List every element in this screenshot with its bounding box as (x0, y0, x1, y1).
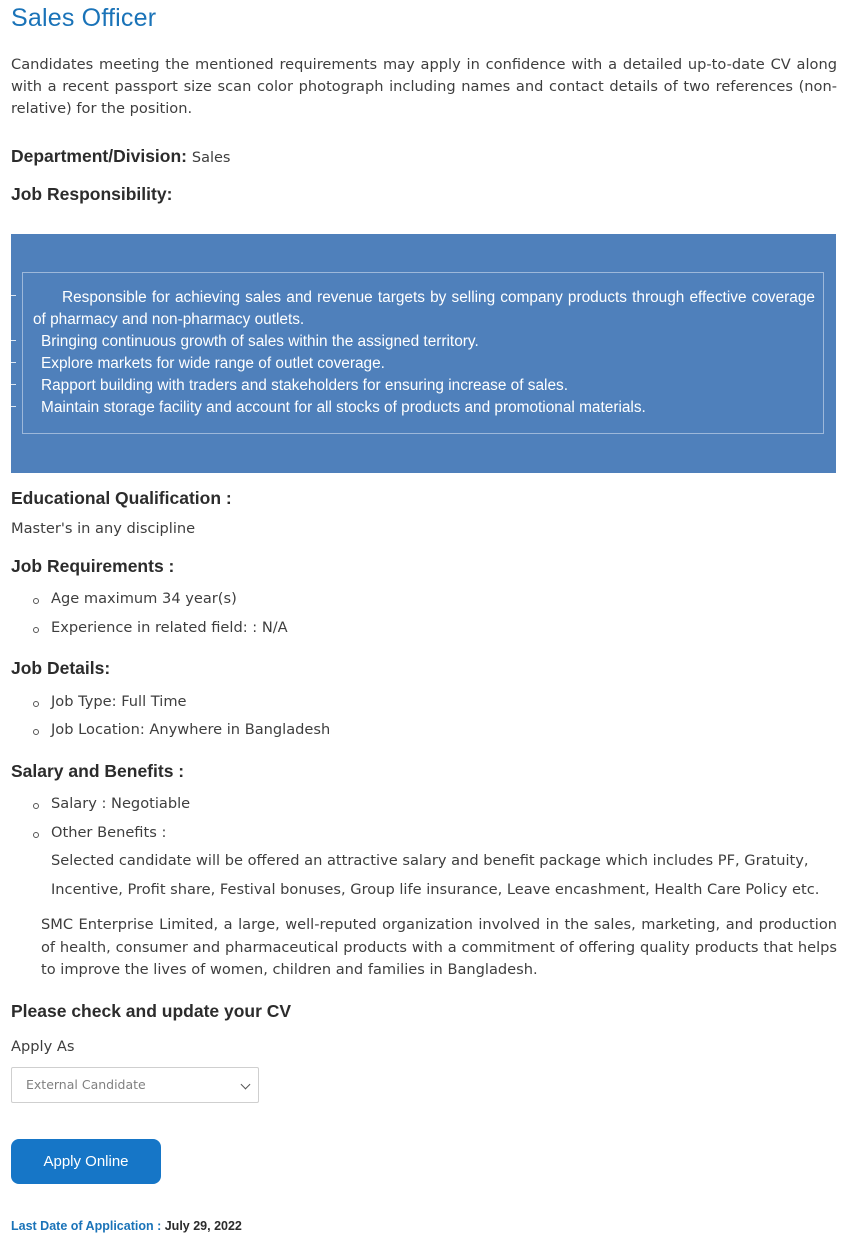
apply-as-select[interactable] (11, 1067, 259, 1103)
bullet-icon (33, 598, 39, 604)
last-date-label: Last Date of Application : (11, 1219, 162, 1233)
requirement-item: Age maximum 34 year(s) (51, 590, 237, 607)
bullet-icon (33, 832, 39, 838)
dash-marker (11, 362, 16, 363)
benefits-text: Selected candidate will be offered an attractive salary and benefit package which includes PF, Gratuity, Incentive, Profit share, Festival bonuses, Group life insurance, Leave encashment, Health Care Policy etc. (51, 852, 820, 898)
company-description: SMC Enterprise Limited, a large, well-reputed organization involved in the sales, marketing, and production of health, consumer and pharmaceutical products with a commitment of offering quality products that helps to improve the lives of women, children and families in Bangladesh. (41, 916, 837, 978)
responsibility-inner-frame (22, 272, 824, 434)
education-value: Master's in any discipline (11, 520, 196, 537)
last-date-value: July 29, 2022 (164, 1219, 242, 1233)
department-value: Sales (191, 150, 231, 166)
salary-item: Salary : Negotiable (51, 795, 191, 812)
responsibility-item: Explore markets for wide range of outlet coverage. (41, 355, 385, 372)
requirements-heading: Job Requirements : (11, 556, 175, 576)
bullet-icon (33, 729, 39, 735)
responsibility-box (11, 234, 836, 473)
bullet-icon (33, 627, 39, 633)
detail-item: Job Type: Full Time (51, 693, 187, 710)
detail-item: Job Location: Anywhere in Bangladesh (51, 721, 331, 738)
responsibility-item: Responsible for achieving sales and revenue targets by selling company products through effective coverage of pharmacy and non-pharmacy outlets. (33, 289, 815, 328)
cv-heading: Please check and update your CV (11, 1001, 292, 1021)
responsibility-heading: Job Responsibility: (11, 184, 173, 204)
dash-marker (11, 406, 16, 407)
chevron-down-icon (241, 1080, 251, 1090)
last-date-row (11, 1219, 242, 1233)
requirement-item: Experience in related field: : N/A (51, 619, 288, 636)
department-row (11, 146, 230, 167)
salary-heading: Salary and Benefits : (11, 761, 185, 781)
responsibility-item: Rapport building with traders and stakeholders for ensuring increase of sales. (41, 377, 568, 394)
apply-as-label: Apply As (11, 1038, 75, 1055)
details-heading: Job Details: (11, 658, 111, 678)
bullet-icon (33, 701, 39, 707)
intro-paragraph: Candidates meeting the mentioned requirements may apply in confidence with a detailed up-to-date CV along with a recent passport size scan color photograph including names and contact details of two references (non-relative) for the position. (11, 56, 837, 117)
dash-marker (11, 384, 16, 385)
responsibility-item: Maintain storage facility and account for all stocks of products and promotional materials. (41, 399, 646, 416)
education-heading: Educational Qualification : (11, 488, 232, 508)
department-label: Department/Division: (11, 146, 187, 166)
dash-marker (11, 295, 16, 296)
job-title: Sales Officer (11, 4, 157, 32)
bullet-icon (33, 803, 39, 809)
salary-item: Other Benefits : (51, 824, 167, 841)
dash-marker (11, 340, 16, 341)
apply-as-selected-value: External Candidate (26, 1077, 146, 1092)
apply-online-button[interactable]: Apply Online (11, 1139, 161, 1184)
responsibility-item: Bringing continuous growth of sales within the assigned territory. (41, 333, 479, 350)
